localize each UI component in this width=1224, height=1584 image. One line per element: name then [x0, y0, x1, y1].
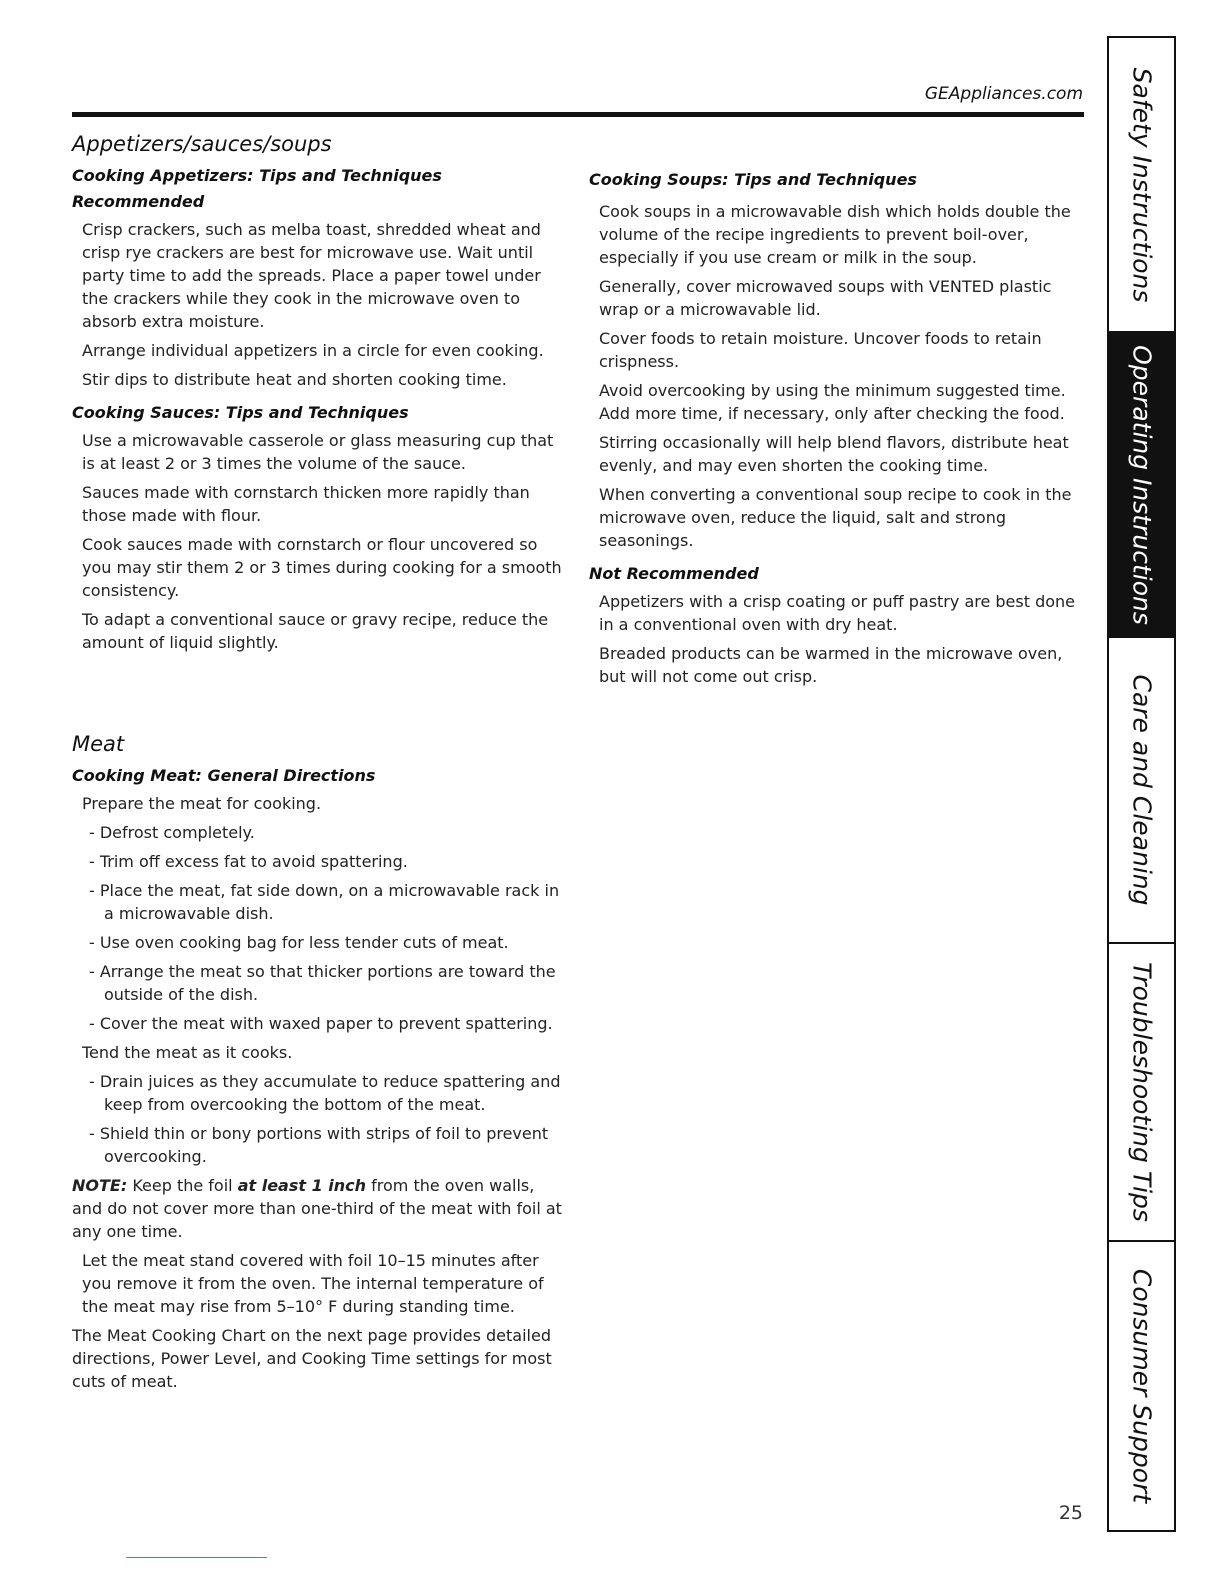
sauces-paragraph: Use a microwavable casserole or glass measuring cup that is at least 2 or 3 times the volume of the sauce. — [82, 431, 554, 473]
tab-label: Safety Instructions — [1127, 67, 1156, 302]
list-item: - Cover the meat with waxed paper to prevent spattering. — [89, 1014, 553, 1033]
section-title-appetizers: Appetizers/sauces/soups — [72, 132, 332, 156]
tab-label: Troubleshooting Tips — [1127, 962, 1156, 1222]
header-rule — [72, 112, 1084, 117]
list-item: - Trim off excess fat to avoid spattering. — [89, 852, 408, 871]
heading-not-recommended: Not Recommended — [589, 564, 759, 583]
heading-recommended: Recommended — [72, 192, 205, 211]
note-label: NOTE: — [72, 1176, 128, 1195]
meat-tend: Tend the meat as it cooks. — [82, 1043, 293, 1062]
tab-consumer-support[interactable] — [1109, 1242, 1174, 1530]
note-text: Keep the foil — [127, 1176, 238, 1195]
note-text: from the oven walls, and do not cover more than one-third of the meat with foil at any one time. — [72, 1176, 562, 1241]
tab-operating-instructions[interactable] — [1109, 333, 1174, 638]
heading-cooking-meat: Cooking Meat: General Directions — [72, 766, 376, 785]
list-item: - Use oven cooking bag for less tender cuts of meat. — [89, 933, 509, 952]
meat-chart-reference: The Meat Cooking Chart on the next page provides detailed directions, Power Level, and Cooking Time settings for most cuts of meat. — [72, 1326, 552, 1391]
not-recommended-paragraph: Breaded products can be warmed in the microwave oven, but will not come out crisp. — [599, 644, 1063, 686]
tab-label: Care and Cleaning — [1127, 674, 1156, 906]
list-item: - Place the meat, fat side down, on a microwavable rack in a microwavable dish. — [89, 881, 560, 923]
meat-prepare: Prepare the meat for cooking. — [82, 794, 322, 813]
list-item: - Arrange the meat so that thicker portions are toward the outside of the dish. — [89, 962, 556, 1004]
page-number: 25 — [1058, 1502, 1083, 1524]
tab-safety-instructions[interactable] — [1109, 38, 1174, 333]
sauces-paragraph: Sauces made with cornstarch thicken more rapidly than those made with flour. — [82, 483, 530, 525]
tab-troubleshooting-tips[interactable] — [1109, 944, 1174, 1242]
right-column — [589, 132, 1079, 694]
list-item: - Shield thin or bony portions with strips of foil to prevent overcooking. — [89, 1124, 549, 1166]
appetizers-paragraph: Stir dips to distribute heat and shorten cooking time. — [82, 370, 507, 389]
section-title-meat: Meat — [72, 732, 125, 756]
sauces-paragraph: Cook sauces made with cornstarch or flour uncovered so you may stir them 2 or 3 times during cooking for a smooth consistency. — [82, 535, 562, 600]
soups-paragraph: Cover foods to retain moisture. Uncover foods to retain crispness. — [599, 329, 1042, 371]
list-item: - Drain juices as they accumulate to reduce spattering and keep from overcooking the bottom of the meat. — [89, 1072, 561, 1114]
soups-paragraph: Stirring occasionally will help blend flavors, distribute heat evenly, and may even shorten the cooking time. — [599, 433, 1069, 475]
tab-care-and-cleaning[interactable] — [1109, 638, 1174, 944]
footer-link-line — [126, 1557, 267, 1558]
soups-paragraph: Cook soups in a microwavable dish which holds double the volume of the recipe ingredients to prevent boil-over, especially if you use cream or milk in the soup. — [599, 202, 1071, 267]
heading-cooking-soups: Cooking Soups: Tips and Techniques — [589, 170, 917, 189]
soups-paragraph: When converting a conventional soup recipe to cook in the microwave oven, reduce the liquid, salt and strong seasonings. — [599, 485, 1072, 550]
appetizers-paragraph: Crisp crackers, such as melba toast, shredded wheat and crisp rye crackers are best for microwave use. Wait until party time to add the spreads. Place a paper towel under the crackers while they cook in the microwave oven to absorb extra moisture. — [82, 220, 541, 331]
tab-label: Operating Instructions — [1127, 344, 1156, 625]
section-tabs — [1107, 36, 1176, 1532]
note-paragraph — [72, 1174, 567, 1243]
sauces-paragraph: To adapt a conventional sauce or gravy recipe, reduce the amount of liquid slightly. — [82, 610, 549, 652]
left-column — [72, 132, 567, 1399]
heading-cooking-appetizers: Cooking Appetizers: Tips and Techniques — [72, 166, 442, 185]
appetizers-paragraph: Arrange individual appetizers in a circle for even cooking. — [82, 341, 544, 360]
site-url: GEAppliances.com — [924, 84, 1083, 104]
heading-cooking-sauces: Cooking Sauces: Tips and Techniques — [72, 403, 409, 422]
tab-label: Consumer Support — [1127, 1268, 1156, 1504]
not-recommended-paragraph: Appetizers with a crisp coating or puff pastry are best done in a conventional oven with dry heat. — [599, 592, 1076, 634]
soups-paragraph: Generally, cover microwaved soups with VENTED plastic wrap or a microwavable lid. — [599, 277, 1052, 319]
soups-paragraph: Avoid overcooking by using the minimum suggested time. Add more time, if necessary, only after checking the food. — [599, 381, 1066, 423]
meat-stand: Let the meat stand covered with foil 10–15 minutes after you remove it from the oven. The internal temperature of the meat may rise from 5–10° F during standing time. — [82, 1251, 544, 1316]
list-item: - Defrost completely. — [89, 823, 255, 842]
note-emphasis: at least 1 inch — [237, 1176, 367, 1195]
